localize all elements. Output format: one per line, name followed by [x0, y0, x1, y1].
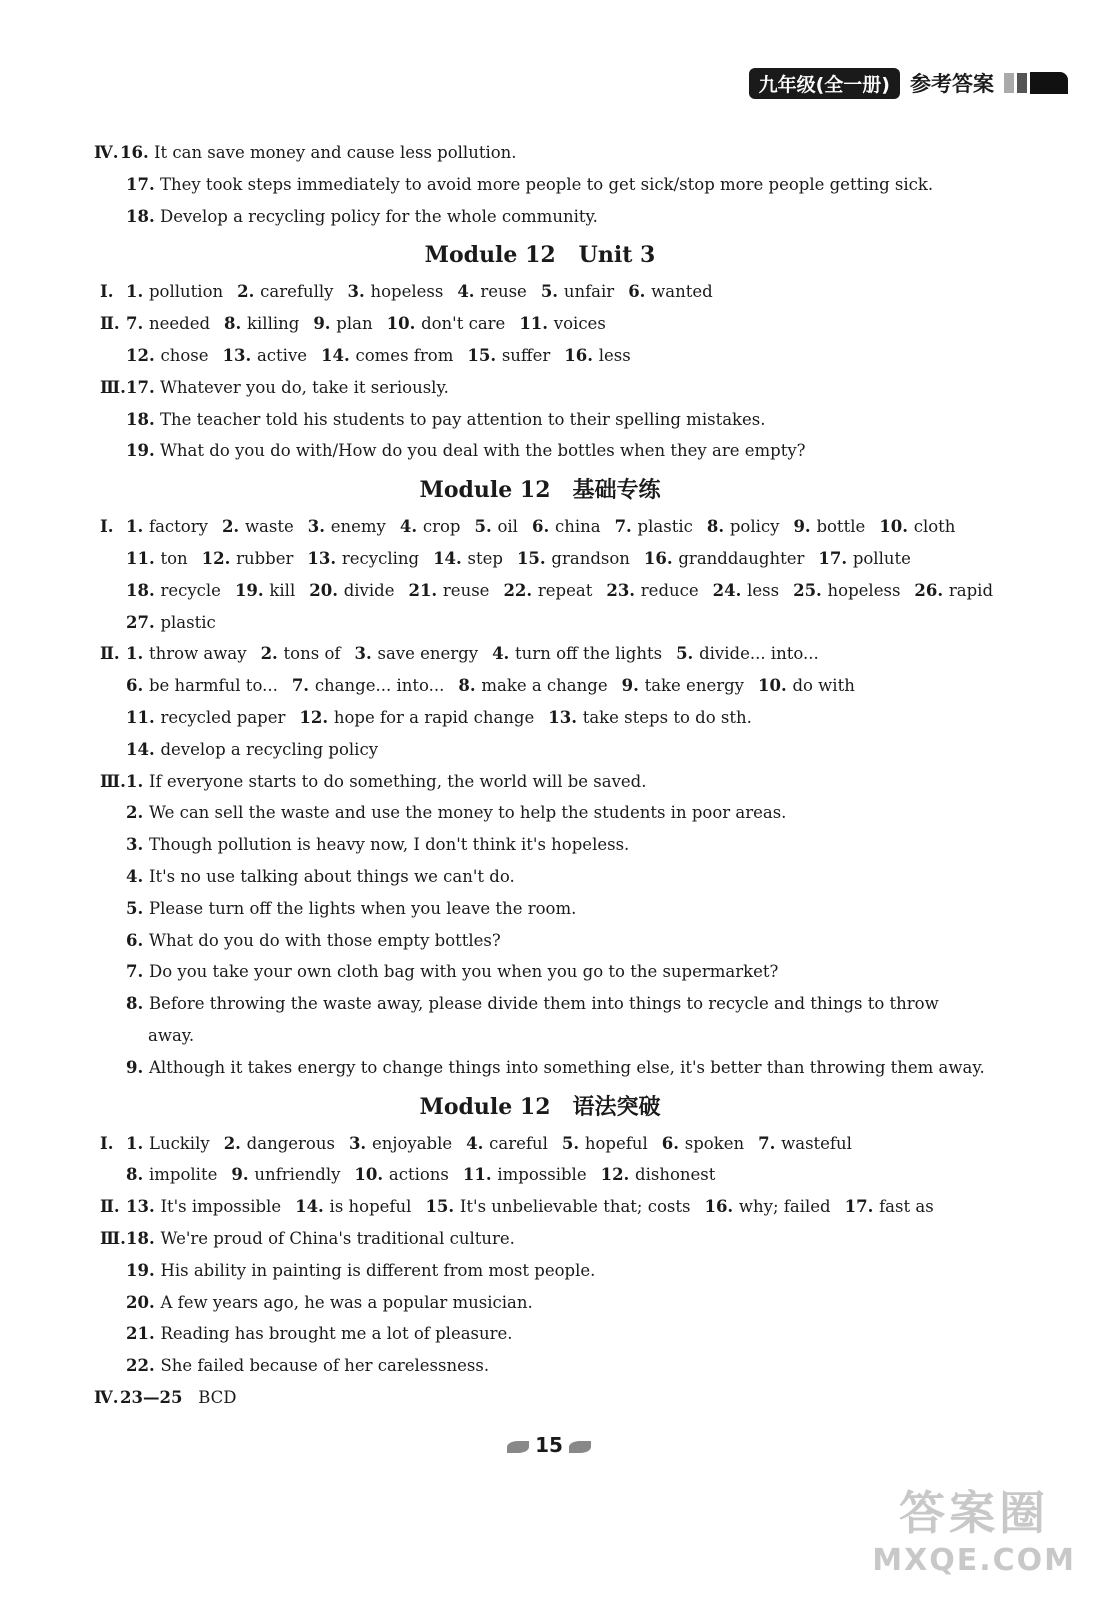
answer-line: 18. Develop a recycling policy for the whole community.	[126, 206, 598, 226]
answer-item: 8. make a change	[458, 676, 608, 696]
answer-item: 14. develop a recycling policy	[126, 739, 379, 759]
answer-item: 21. reuse	[408, 580, 490, 600]
answer-line: Ⅲ.17. Whatever you do, take it seriously.	[100, 377, 449, 397]
leaf-icon	[507, 1441, 529, 1453]
answer-line: 5. Please turn off the lights when you leave the room.	[126, 898, 577, 918]
answer-item: 3. enjoyable	[348, 1133, 453, 1153]
answer-item: 24. less	[712, 580, 780, 600]
answer-item: 14. is hopeful	[295, 1197, 412, 1217]
answer-item: 12. hope for a rapid change	[299, 707, 535, 727]
answer-item: 10. do with	[757, 676, 855, 696]
answer-item: 26. rapid	[914, 580, 994, 600]
watermark: 答案圈 MXQE.COM	[872, 1486, 1076, 1578]
answer-item: 7. plastic	[614, 517, 693, 537]
answer-item: 7. wasteful	[758, 1133, 852, 1153]
answer-line: Ⅳ.16. It can save money and cause less pollution.	[94, 143, 517, 162]
answer-item: 20. divide	[309, 580, 395, 600]
answer-item: 10. actions	[354, 1165, 449, 1185]
answer-item: 23. reduce	[606, 580, 699, 600]
answer-line: 7. Do you take your own cloth bag with you when you go to the supermarket?	[126, 962, 779, 982]
answer-item: 8. killing	[224, 314, 300, 334]
leaf-icon	[569, 1441, 591, 1453]
answer-item: 15. It's unbelievable that; costs	[425, 1197, 691, 1217]
answer-item: 4. crop	[399, 517, 461, 537]
answer-item: 10. cloth	[879, 517, 956, 537]
answer-item: 9. take energy	[621, 676, 744, 696]
answer-item: 12. rubber	[201, 548, 294, 568]
answer-item: 6. wanted	[628, 282, 713, 302]
answer-line	[100, 575, 994, 607]
answer-item: 13. take steps to do sth.	[548, 707, 752, 727]
answer-item: 4. careful	[466, 1133, 548, 1153]
answer-item: 3. enemy	[307, 517, 386, 537]
answer-item: 16. granddaughter	[643, 548, 805, 568]
answer-item: 3. hopeless	[347, 282, 444, 302]
answer-item: 18. recycle	[126, 580, 221, 600]
answer-item: 27. plastic	[126, 612, 216, 632]
answer-item: 1. Luckily	[126, 1133, 210, 1153]
answer-item: 2. carefully	[237, 282, 334, 302]
answer-line: Ⅱ. 1. throw away 2. tons of 3. save energy 4. turn off the lights 5. divide... into...	[100, 644, 819, 664]
answer-line: 6. What do you do with those empty bottles?	[126, 930, 501, 950]
answer-line: 19. What do you do with/How do you deal with the bottles when they are empty?	[126, 441, 806, 461]
answer-item: 6. china	[531, 517, 601, 537]
answer-item: 5. oil	[474, 517, 518, 537]
answer-item: 1. factory	[126, 517, 208, 537]
answer-item: 9. bottle	[793, 517, 866, 537]
answer-line: 2. We can sell the waste and use the money to help the students in poor areas.	[126, 803, 787, 823]
answer-item: 2. waste	[221, 517, 294, 537]
answer-item: 12. dishonest	[600, 1165, 716, 1185]
answer-line	[100, 1159, 980, 1191]
answer-item: 11. ton	[126, 548, 188, 568]
answer-line: Ⅰ. 1. Luckily 2. dangerous 3. enjoyable 4. careful 5. hopeful 6. spoken 7. wasteful	[100, 1133, 852, 1153]
answer-line	[100, 670, 980, 702]
answer-item: 15. suffer	[467, 345, 551, 365]
section-title: Module 12 Unit 3	[424, 242, 656, 269]
answer-line: 3. Though pollution is heavy now, I don't think it's hopeless.	[126, 835, 630, 855]
header-decoration	[1004, 72, 1068, 94]
answer-item: 4. reuse	[457, 282, 527, 302]
answer-line: 17. They took steps immediately to avoid more people to get sick/stop more people getting sick.	[126, 174, 934, 194]
answer-item: 7. change... into...	[291, 676, 445, 696]
answer-line: Ⅳ.23—25 BCD	[94, 1387, 237, 1407]
answer-item: 14. step	[433, 548, 503, 568]
answer-item: 9. plan	[313, 314, 373, 334]
answer-item: 17. pollute	[818, 548, 911, 568]
answer-item: 3. save energy	[354, 644, 479, 664]
grade-label: 九年级(全一册)	[749, 68, 900, 99]
answer-line: Ⅰ. 1. pollution 2. carefully 3. hopeless 4. reuse 5. unfair 6. wanted	[100, 282, 713, 302]
answer-item: 5. divide... into...	[676, 644, 819, 664]
answer-item: 19. kill	[234, 580, 296, 600]
page-number: 15	[535, 1433, 563, 1457]
answer-item: 9. unfriendly	[231, 1165, 341, 1185]
page-header	[749, 66, 1068, 100]
answer-line: 20. A few years ago, he was a popular musician.	[126, 1292, 533, 1312]
answer-item: 14. comes from	[321, 345, 454, 365]
answer-item: 10. don't care	[386, 314, 506, 334]
answer-item: 5. unfair	[540, 282, 615, 302]
answer-line: 21. Reading has brought me a lot of pleasure.	[126, 1324, 513, 1344]
answer-item: 2. tons of	[260, 644, 341, 664]
answer-item: 13. recycling	[307, 548, 420, 568]
answer-line	[100, 607, 980, 639]
answer-line	[100, 543, 980, 575]
answer-content	[94, 137, 994, 1414]
answer-item: 7. needed	[126, 314, 211, 334]
answer-item: 17. fast as	[844, 1197, 934, 1217]
answer-line: Ⅲ.1. If everyone starts to do something, the world will be saved.	[100, 771, 647, 791]
answer-line: 4. It's no use talking about things we can't do.	[126, 866, 515, 886]
answer-line: Ⅲ.18. We're proud of China's traditional culture.	[100, 1228, 515, 1248]
answer-line: 8. Before throwing the waste away, please divide them into things to recycle and things to throw	[126, 994, 939, 1014]
answer-item: 12. chose	[126, 345, 209, 365]
answer-line	[100, 734, 980, 766]
answer-item: 2. dangerous	[223, 1133, 335, 1153]
answer-line: 19. His ability in painting is different from most people.	[126, 1260, 596, 1280]
answer-item: 13. It's impossible	[126, 1197, 282, 1217]
answer-line: 18. The teacher told his students to pay attention to their spelling mistakes.	[126, 409, 766, 429]
answer-line: 22. She failed because of her carelessness.	[126, 1356, 490, 1376]
answer-item: 6. be harmful to...	[126, 676, 278, 696]
answer-line	[100, 702, 980, 734]
answer-item: 8. policy	[706, 517, 780, 537]
answer-item: 1. pollution	[126, 282, 224, 302]
answer-line: Ⅱ. 7. needed 8. killing 9. plan 10. don't care 11. voices	[100, 314, 606, 334]
answer-item: 16. less	[564, 345, 631, 365]
section-title: Module 12 语法突破	[419, 1093, 661, 1120]
answer-item: 4. turn off the lights	[492, 644, 663, 664]
answer-item: 11. voices	[519, 314, 606, 334]
header-title: 参考答案	[910, 72, 994, 96]
answer-item: 8. impolite	[126, 1165, 218, 1185]
section-title: Module 12 基础专练	[419, 477, 661, 504]
answer-item: 15. grandson	[516, 548, 630, 568]
page-footer	[0, 1433, 1098, 1457]
answer-line: Ⅰ. 1. factory 2. waste 3. enemy 4. crop 5. oil 6. china 7. plastic 8. policy 9. bottle 10. cloth	[100, 517, 956, 537]
answer-item: 11. recycled paper	[126, 707, 286, 727]
answer-item: 11. impossible	[462, 1165, 587, 1185]
answer-item: 16. why; failed	[704, 1197, 831, 1217]
answer-item: 6. spoken	[661, 1133, 745, 1153]
answer-line	[100, 340, 980, 372]
answer-item: 25. hopeless	[793, 580, 901, 600]
answer-line: 9. Although it takes energy to change things into something else, it's better than throwing them away.	[126, 1057, 985, 1077]
answer-line: away.	[148, 1025, 195, 1045]
answer-item: 22. repeat	[503, 580, 593, 600]
answer-item: 1. throw away	[126, 644, 247, 664]
answer-line: Ⅱ. 13. It's impossible 14. is hopeful 15. It's unbelievable that; costs 16. why; failed 17. fast as	[100, 1197, 934, 1217]
answer-item: 5. hopeful	[561, 1133, 648, 1153]
answer-item: 13. active	[222, 345, 308, 365]
